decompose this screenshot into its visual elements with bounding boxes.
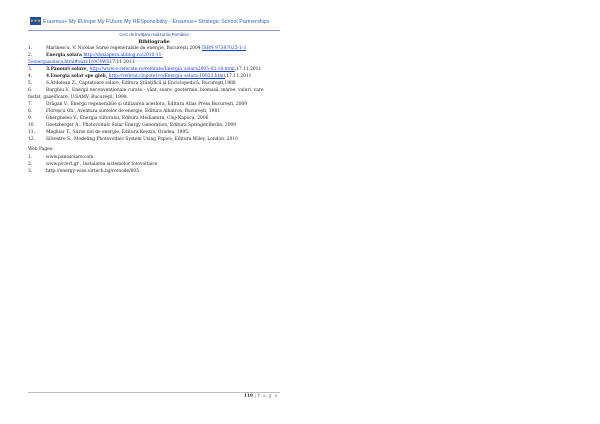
entry-date: ,17.11.2011: [234, 67, 262, 72]
entry-text: 4.Energia solar spe glob,: [46, 74, 109, 79]
bib-entry: [28, 80, 280, 87]
entry-text: Maghiar T., Surse noi de energie, Editura Keyzzs, Oradea, 1995.: [46, 130, 190, 135]
entry-number: 6.: [28, 88, 33, 93]
bib-entry: [28, 115, 280, 122]
bib-entry-cont: [28, 59, 280, 66]
entry-text: Marinescu, V. Nicolae Surse regenerabile de energie, Bucureşti 2004: [46, 46, 202, 51]
entry-text: Goetzberger A., Photovoltaic Solar Energy Generation, Editura Springer,Berlin, 2009: [46, 123, 237, 128]
entry-link[interactable]: http://doxiapera.abblog.ro/2010-11-: [83, 53, 163, 58]
eu-flag-icon: ★★★: [30, 18, 41, 23]
bib-entry-cont: [28, 94, 280, 101]
bib-entry: [28, 122, 280, 129]
entry-number: 8.: [28, 109, 33, 114]
entry-number: 2.: [28, 53, 33, 58]
web-pages-list: [28, 154, 280, 175]
header-divider: [28, 30, 280, 31]
footer-separator: |: [252, 394, 258, 399]
entry-number: 7.: [28, 102, 33, 107]
footer-divider: [28, 392, 280, 393]
bibliography-heading: Bibliografie: [138, 39, 170, 45]
entry-text: S.Ardelean Z., Captatoare solare, Editura Ştiinţifică şi Enciclopedică, Bucureşti,1988: [46, 81, 236, 86]
entry-number: 3.: [28, 67, 33, 72]
entry-link[interactable]: http://www.e-referate.ro/referate/Energia_solara2005-03-18.html: [89, 67, 235, 72]
entry-number: 5.: [28, 81, 33, 86]
bib-entry: [28, 52, 280, 59]
entry-link[interactable]: http://referat.clopotel.ro/Energia_solara-10823.html: [108, 74, 225, 79]
entry-date: ,17.11.2011: [224, 74, 252, 79]
page-subtitle: Cerc de învăţare realizat de România: [119, 32, 189, 37]
entry-number: 1.: [28, 46, 33, 51]
entry-text: Silvestre S., Modeling Photovoltaic System Using Pspice, Editura Wiley, London, 2010: [46, 137, 238, 142]
entry-number: 3.: [28, 169, 33, 174]
bibliography-list: [28, 45, 280, 143]
entry-link[interactable]: 5/energiasolara.html#axzz1c0C4WS: [28, 60, 110, 65]
page-word: P a g e: [257, 394, 278, 399]
bib-entry: [28, 66, 280, 73]
page-number: 119: [243, 394, 253, 399]
bib-entry: [28, 136, 280, 143]
entry-date: 17.11.2011: [109, 60, 135, 65]
entry-number: 12.: [28, 137, 35, 142]
bib-entry: [28, 87, 280, 94]
page-footer: [28, 394, 278, 399]
isbn-link[interactable]: ISBN 97387025-1-3: [201, 46, 247, 51]
bib-entry: [28, 73, 280, 80]
entry-text: 3.Panouri solare,: [46, 67, 90, 72]
entry-number: 11.: [28, 130, 35, 135]
web-entry: [28, 168, 280, 175]
web-entry-text: www.pvcert.gr , Instalarea sistemelor fotovoltaice: [46, 162, 158, 167]
web-entry-text: www.panosolare.com: [46, 155, 94, 160]
bib-entry: [28, 45, 280, 52]
bib-entry: [28, 101, 280, 108]
entry-number: 9.: [28, 116, 33, 121]
bib-entry: [28, 129, 280, 136]
web-entry: [28, 161, 280, 168]
web-entry-text: http://energy-wise.virtech.bg/ro/node/805: [46, 169, 140, 174]
web-entry: [28, 154, 280, 161]
page-header: [28, 17, 280, 29]
entry-text: Burghiu V., Energii neconvenţionale curate – vânt, soare, geotermie, biomasă, maree, valuri, care: [46, 88, 264, 93]
web-pages-heading: Web Pages:: [28, 147, 54, 152]
entry-text: Drăgan V., Energii regenerabile şi utilizarea acestora, Editura Atlas Press,Bucureşti, 2009: [46, 102, 248, 107]
entry-text: fosfat, gazeificare, U.SAMV, Bucureşti, 1998.: [28, 95, 128, 100]
entry-number: 2.: [28, 162, 33, 167]
bib-entry: [28, 108, 280, 115]
entry-number: 4.: [28, 74, 33, 79]
entry-text: Florescu Gh., Aventura surselor de energie, Editura Albatros, Bucureşti, 1981: [46, 109, 221, 114]
entry-text: Gherghelea V., Energia viitorului, Editura Mediamira, Cluj-Napoca, 2006: [46, 116, 209, 121]
entry-number: 1.: [28, 155, 33, 160]
header-text: Erasmus+ My EUrope My FUture My RESponsibility - Erasmus+ Strategic School Partnerships: [43, 19, 270, 25]
entry-text: Energia solara: [46, 53, 84, 58]
entry-number: 10.: [28, 123, 35, 128]
